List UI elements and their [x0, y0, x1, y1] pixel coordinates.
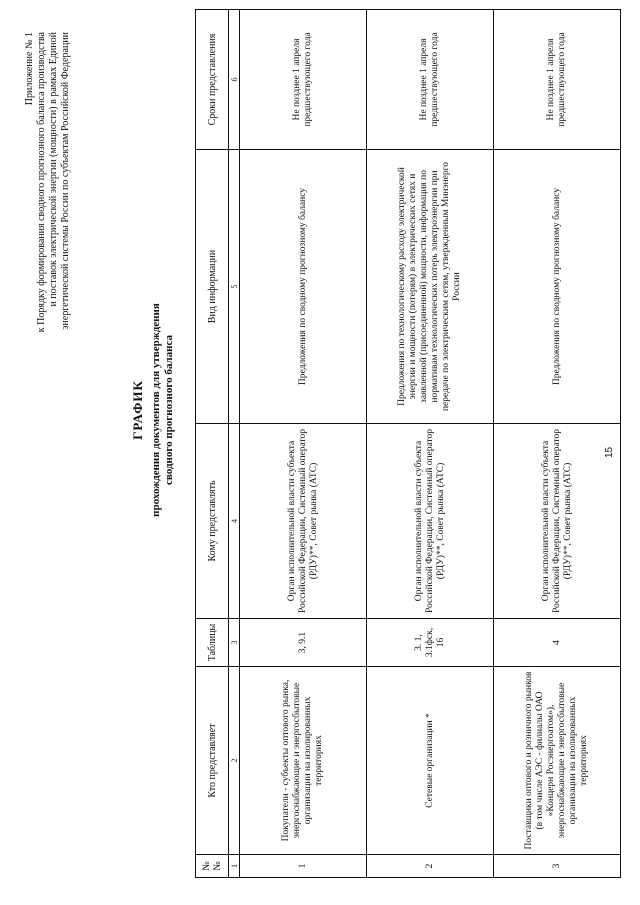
document-title: ГРАФИК: [130, 380, 145, 440]
row-to-whom: Орган исполнительной власти субъекта Российской Федерации, Системный оператор (РДУ)**, Совет рынка (АТС): [367, 424, 494, 619]
row-to-whom: Орган исполнительной власти субъекта Российской Федерации, Системный оператор (РДУ)**, Совет рынка (АТС): [494, 424, 621, 619]
row-deadline: Не позднее 1 апреля предшествующего года: [240, 10, 367, 150]
row-info: Предложения по сводному прогнозному балансу: [494, 150, 621, 424]
appendix-line: и поставок электрической энергии (мощности) в рамках Единой: [48, 32, 59, 307]
subtitle-line: прохождения документов для утверждения: [150, 303, 162, 517]
header-number: №№: [196, 855, 229, 878]
page-number: 15: [604, 446, 615, 458]
appendix-line: к Порядку формирования сводного прогнозного баланса производства: [36, 32, 47, 333]
document-subtitle: [150, 245, 176, 575]
appendix-line: Приложение № 1: [24, 32, 35, 106]
column-number: 6: [229, 10, 240, 150]
row-to-whom: Орган исполнительной власти субъекта Российской Федерации, Системный оператор (РДУ)**, Совет рынка (АТС): [240, 424, 367, 619]
row-tables: 4: [494, 619, 621, 667]
column-number: 5: [229, 150, 240, 424]
header-who: Кто представляет: [196, 667, 229, 855]
row-number: 2: [367, 855, 494, 878]
row-tables: 3. 1, 3.1фск, 16: [367, 619, 494, 667]
row-deadline: Не позднее 1 апреля предшествующего года: [494, 10, 621, 150]
column-number: 1: [229, 855, 240, 878]
table-row: [240, 10, 367, 878]
row-info: Предложения по сводному прогнозному балансу: [240, 150, 367, 424]
row-number: 3: [494, 855, 621, 878]
table-row: [494, 10, 621, 878]
row-number: 1: [240, 855, 367, 878]
appendix-line: энергетической системы России по субъектам Российской Федерации: [60, 32, 71, 330]
header-info: Вид информации: [196, 150, 229, 424]
header-deadline: Сроки представления: [196, 10, 229, 150]
column-number-row: [229, 10, 240, 878]
subtitle-line: сводного прогнозного баланса: [163, 335, 175, 485]
title-block: [130, 245, 176, 575]
header-to-whom: Кому представлять: [196, 424, 229, 619]
column-number: 2: [229, 667, 240, 855]
row-tables: 3, 9.1: [240, 619, 367, 667]
row-deadline: Не позднее 1 апреля предшествующего года: [367, 10, 494, 150]
row-who: Поставщики оптового и розничного рынков (в том числе АЭС - филиалы ОАО «Концерн Росэнергоатом»), энергоснабжающие и энергосбытовые организации на изолированных территориях: [494, 667, 621, 855]
header-tables: Таблицы: [196, 619, 229, 667]
appendix-note: [24, 32, 72, 472]
schedule-table: [195, 9, 621, 878]
column-number: 4: [229, 424, 240, 619]
row-who: Покупатели - субъекты оптового рынка, энергоснабжающие и энергосбытовые организации на изолированных территориях: [240, 667, 367, 855]
table-header-row: [196, 10, 229, 878]
row-info: Предложения по технологическому расходу электрической энергии и мощности (потерям) в электрических сетях и заявленной (присоединенной) мощности, информация по нормативам технологических потерь электроэнергии при передаче по электрическим сетям, утвержденным Минэнерго России: [367, 150, 494, 424]
row-who: Сетевые организации *: [367, 667, 494, 855]
table-row: [367, 10, 494, 878]
column-number: 3: [229, 619, 240, 667]
